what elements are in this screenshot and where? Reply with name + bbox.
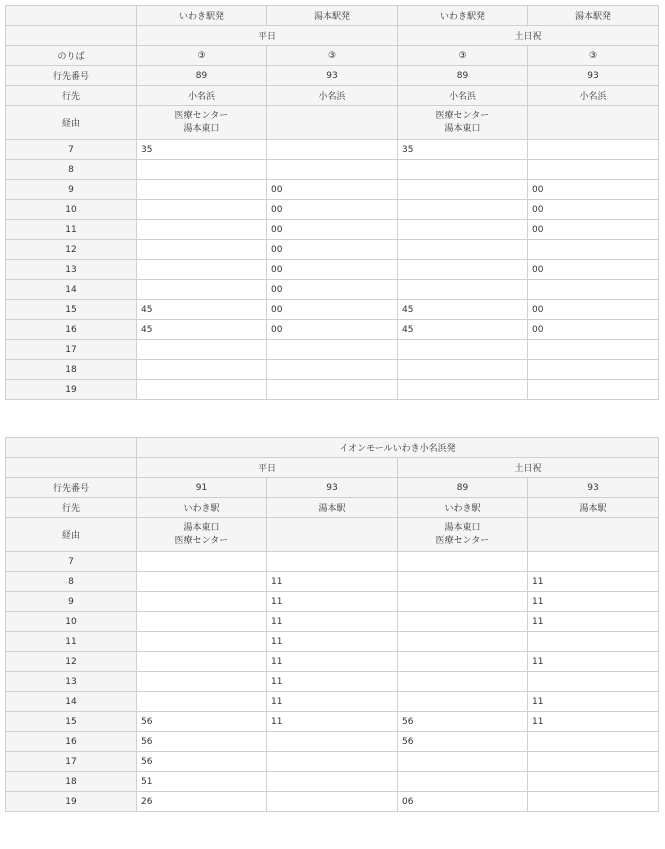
day-type-row — [6, 458, 659, 478]
departure-minute — [137, 612, 267, 632]
corner-cell — [6, 6, 137, 26]
via-stops — [137, 106, 267, 140]
destination-label: 行先 — [6, 86, 137, 106]
hour-label: 19 — [6, 380, 137, 400]
departure-minute — [398, 160, 528, 180]
via-stop: 医療センター — [435, 110, 490, 121]
hour-row — [6, 180, 659, 200]
departure-minute — [528, 552, 659, 572]
hour-row — [6, 340, 659, 360]
departure-minute — [137, 380, 267, 400]
departure-minute — [398, 380, 528, 400]
hour-row — [6, 260, 659, 280]
departure-minute — [528, 340, 659, 360]
hour-label: 19 — [6, 792, 137, 812]
departure-minute — [267, 160, 398, 180]
departure-minute — [398, 752, 528, 772]
hour-label: 8 — [6, 160, 137, 180]
via-row — [6, 518, 659, 552]
departure-minute: 11 — [267, 632, 398, 652]
hour-label: 14 — [6, 692, 137, 712]
hour-label: 9 — [6, 180, 137, 200]
departure-minute — [398, 592, 528, 612]
departure-minute — [137, 672, 267, 692]
departure-minute: 45 — [398, 320, 528, 340]
hour-row — [6, 360, 659, 380]
hour-label: 12 — [6, 240, 137, 260]
departure-minute — [528, 160, 659, 180]
via-label: 経由 — [6, 518, 137, 552]
departure-minute: 35 — [137, 140, 267, 160]
departure-minute: 11 — [267, 572, 398, 592]
departure-minute — [528, 240, 659, 260]
day-type-header: 土日祝 — [398, 458, 659, 478]
departure-minute — [267, 140, 398, 160]
hour-label: 14 — [6, 280, 137, 300]
departure-minute: 00 — [267, 280, 398, 300]
departure-minute — [398, 672, 528, 692]
corner-cell — [6, 26, 137, 46]
hour-label: 12 — [6, 652, 137, 672]
departure-minute — [267, 732, 398, 752]
route-number: 93 — [528, 66, 659, 86]
route-number: 93 — [267, 66, 398, 86]
platform-value: ③ — [398, 46, 528, 66]
destination-label: 行先 — [6, 498, 137, 518]
route-number: 89 — [398, 478, 528, 498]
destination: 小名浜 — [528, 86, 659, 106]
via-label: 経由 — [6, 106, 137, 140]
departure-minute: 56 — [398, 712, 528, 732]
hour-label: 13 — [6, 260, 137, 280]
departure-minute — [398, 180, 528, 200]
departure-minute — [398, 220, 528, 240]
route-number: 93 — [528, 478, 659, 498]
hour-row — [6, 732, 659, 752]
hour-row — [6, 220, 659, 240]
departure-minute — [267, 552, 398, 572]
day-type-header: 土日祝 — [398, 26, 659, 46]
departure-minute — [528, 360, 659, 380]
departure-minute: 00 — [267, 320, 398, 340]
destination: 小名浜 — [137, 86, 267, 106]
departure-minute — [267, 340, 398, 360]
departure-minute — [267, 772, 398, 792]
route-number-label: 行先番号 — [6, 478, 137, 498]
platform-label: のりば — [6, 46, 137, 66]
route-number-row — [6, 478, 659, 498]
departure-minute — [528, 672, 659, 692]
destination: いわき駅 — [137, 498, 267, 518]
hour-row — [6, 280, 659, 300]
departure-minute: 00 — [528, 260, 659, 280]
route-number: 93 — [267, 478, 398, 498]
departure-minute — [528, 792, 659, 812]
route-number: 89 — [398, 66, 528, 86]
departure-minute — [137, 572, 267, 592]
hour-label: 16 — [6, 732, 137, 752]
departure-minute — [398, 772, 528, 792]
departure-minute: 06 — [398, 792, 528, 812]
hour-row — [6, 380, 659, 400]
departure-minute — [137, 360, 267, 380]
departure-minute: 11 — [528, 712, 659, 732]
hour-row — [6, 140, 659, 160]
destination: 湯本駅 — [528, 498, 659, 518]
destination: 小名浜 — [267, 86, 398, 106]
hour-row — [6, 792, 659, 812]
departure-minute — [528, 772, 659, 792]
hour-label: 10 — [6, 612, 137, 632]
departure-minute — [137, 552, 267, 572]
departure-minute: 00 — [528, 320, 659, 340]
departure-minute: 11 — [528, 612, 659, 632]
departure-minute — [528, 140, 659, 160]
origin-header: イオンモールいわき小名浜発 — [137, 438, 659, 458]
via-stop: 湯本東口 — [183, 522, 220, 533]
route-number: 91 — [137, 478, 267, 498]
departure-minute: 51 — [137, 772, 267, 792]
route-number-label: 行先番号 — [6, 66, 137, 86]
destination: 小名浜 — [398, 86, 528, 106]
day-type-header: 平日 — [137, 458, 398, 478]
departure-minute — [528, 752, 659, 772]
departure-minute: 00 — [267, 200, 398, 220]
departure-minute: 11 — [528, 652, 659, 672]
hour-row — [6, 572, 659, 592]
via-stop: 医療センター — [435, 535, 490, 546]
corner-cell — [6, 438, 137, 458]
destination-row — [6, 86, 659, 106]
departure-minute: 00 — [267, 300, 398, 320]
departure-minute — [398, 652, 528, 672]
departure-minute — [137, 240, 267, 260]
via-stops — [267, 106, 398, 140]
via-stop: 医療センター — [174, 110, 229, 121]
departure-minute: 45 — [137, 320, 267, 340]
departure-minute: 11 — [528, 572, 659, 592]
hour-row — [6, 712, 659, 732]
departure-minute: 11 — [267, 712, 398, 732]
departure-minute: 00 — [267, 180, 398, 200]
departure-minute — [528, 632, 659, 652]
corner-cell — [6, 458, 137, 478]
departure-minute — [398, 340, 528, 360]
departure-minute — [398, 240, 528, 260]
hour-label: 10 — [6, 200, 137, 220]
via-stops — [398, 106, 528, 140]
hour-row — [6, 672, 659, 692]
hour-row — [6, 320, 659, 340]
platform-row — [6, 46, 659, 66]
departure-minute: 11 — [267, 592, 398, 612]
departure-minute — [398, 692, 528, 712]
destination: いわき駅 — [398, 498, 528, 518]
departure-minute: 00 — [267, 260, 398, 280]
platform-value: ③ — [137, 46, 267, 66]
via-stop: 医療センター — [174, 535, 229, 546]
route-number: 89 — [137, 66, 267, 86]
via-stops — [528, 106, 659, 140]
departure-minute — [398, 200, 528, 220]
origin-header: 湯本駅発 — [528, 6, 659, 26]
hour-label: 18 — [6, 772, 137, 792]
departure-minute — [398, 612, 528, 632]
hour-row — [6, 612, 659, 632]
departure-minute — [398, 572, 528, 592]
day-type-row — [6, 26, 659, 46]
departure-minute: 56 — [137, 752, 267, 772]
via-stop: 湯本東口 — [444, 522, 481, 533]
departure-minute — [267, 792, 398, 812]
destination-row — [6, 498, 659, 518]
departure-minute: 00 — [267, 240, 398, 260]
origin-row — [6, 6, 659, 26]
departure-minute — [137, 260, 267, 280]
platform-value: ③ — [528, 46, 659, 66]
via-stops — [528, 518, 659, 552]
departure-minute — [137, 160, 267, 180]
departure-minute: 35 — [398, 140, 528, 160]
departure-minute: 11 — [528, 592, 659, 612]
departure-minute: 45 — [398, 300, 528, 320]
departure-minute: 56 — [137, 712, 267, 732]
departure-minute: 11 — [267, 612, 398, 632]
hour-label: 15 — [6, 712, 137, 732]
departure-minute: 00 — [528, 180, 659, 200]
via-stop: 湯本東口 — [183, 123, 220, 134]
departure-minute — [528, 280, 659, 300]
departure-minute — [137, 592, 267, 612]
departure-minute — [137, 220, 267, 240]
day-type-header: 平日 — [137, 26, 398, 46]
departure-minute: 11 — [267, 672, 398, 692]
hour-row — [6, 552, 659, 572]
departure-minute — [398, 632, 528, 652]
hour-label: 16 — [6, 320, 137, 340]
hour-label: 8 — [6, 572, 137, 592]
timetable-1 — [5, 5, 659, 400]
hour-label: 13 — [6, 672, 137, 692]
departure-minute — [398, 552, 528, 572]
departure-minute: 11 — [267, 652, 398, 672]
departure-minute: 56 — [137, 732, 267, 752]
destination: 湯本駅 — [267, 498, 398, 518]
hour-label: 11 — [6, 220, 137, 240]
via-stops — [398, 518, 528, 552]
hour-row — [6, 592, 659, 612]
via-stop: 湯本東口 — [444, 123, 481, 134]
hour-row — [6, 692, 659, 712]
departure-minute — [137, 692, 267, 712]
hour-row — [6, 652, 659, 672]
departure-minute — [267, 752, 398, 772]
hour-row — [6, 240, 659, 260]
hour-label: 11 — [6, 632, 137, 652]
timetable-2 — [5, 437, 659, 812]
departure-minute — [528, 732, 659, 752]
via-stops — [267, 518, 398, 552]
departure-minute — [137, 632, 267, 652]
departure-minute: 11 — [267, 692, 398, 712]
via-row — [6, 106, 659, 140]
departure-minute: 56 — [398, 732, 528, 752]
departure-minute — [267, 380, 398, 400]
route-number-row — [6, 66, 659, 86]
hour-row — [6, 160, 659, 180]
departure-minute: 11 — [528, 692, 659, 712]
departure-minute — [528, 380, 659, 400]
departure-minute: 26 — [137, 792, 267, 812]
hour-label: 7 — [6, 140, 137, 160]
hour-row — [6, 752, 659, 772]
departure-minute — [267, 360, 398, 380]
departure-minute: 00 — [528, 220, 659, 240]
hour-row — [6, 200, 659, 220]
platform-value: ③ — [267, 46, 398, 66]
hour-label: 7 — [6, 552, 137, 572]
departure-minute — [398, 260, 528, 280]
departure-minute — [137, 652, 267, 672]
origin-header: いわき駅発 — [398, 6, 528, 26]
departure-minute: 00 — [528, 200, 659, 220]
origin-row — [6, 438, 659, 458]
hour-label: 17 — [6, 752, 137, 772]
hour-label: 18 — [6, 360, 137, 380]
departure-minute — [137, 180, 267, 200]
origin-header: いわき駅発 — [137, 6, 267, 26]
departure-minute — [137, 280, 267, 300]
hour-label: 15 — [6, 300, 137, 320]
hour-label: 9 — [6, 592, 137, 612]
departure-minute — [398, 280, 528, 300]
departure-minute: 00 — [528, 300, 659, 320]
hour-row — [6, 632, 659, 652]
departure-minute: 45 — [137, 300, 267, 320]
origin-header: 湯本駅発 — [267, 6, 398, 26]
departure-minute: 00 — [267, 220, 398, 240]
hour-row — [6, 300, 659, 320]
departure-minute — [398, 360, 528, 380]
hour-row — [6, 772, 659, 792]
departure-minute — [137, 200, 267, 220]
departure-minute — [137, 340, 267, 360]
hour-label: 17 — [6, 340, 137, 360]
via-stops — [137, 518, 267, 552]
